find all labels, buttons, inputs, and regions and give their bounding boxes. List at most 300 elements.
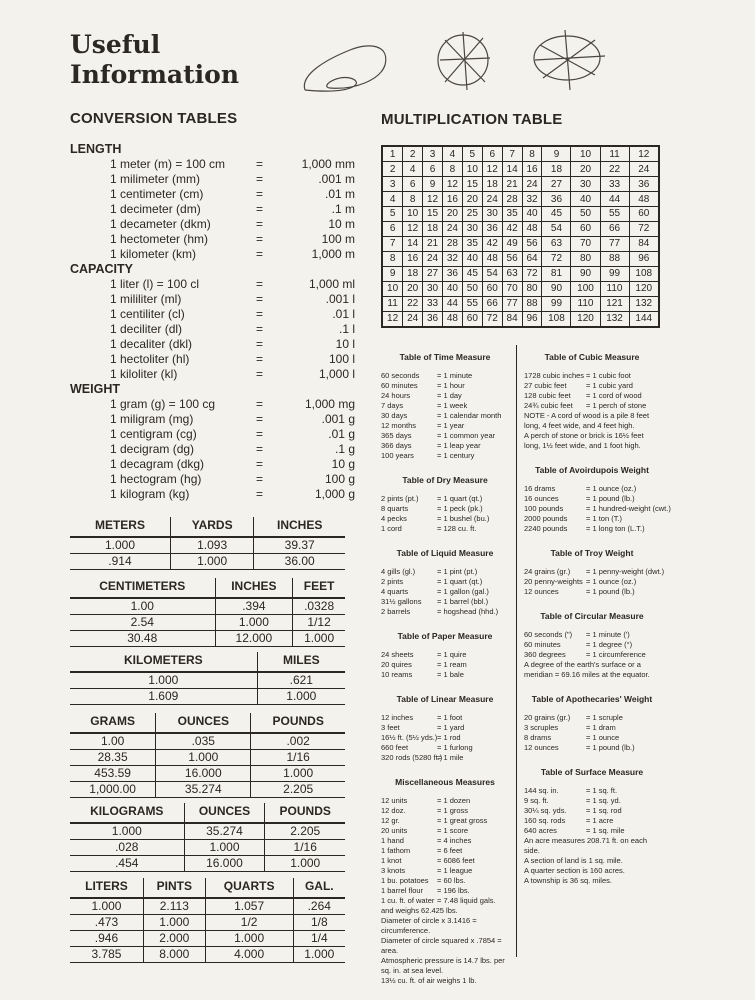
multiplication-cell: 27 <box>423 266 443 281</box>
measure-quantity: 31½ gallons <box>381 597 422 606</box>
multiplication-cell: 32 <box>522 192 542 207</box>
measure-quantity: 366 days <box>381 441 412 450</box>
column-header: GRAMS <box>70 713 156 733</box>
multiplication-cell: 5 <box>462 146 482 162</box>
unit-text: 1 kilogram (kg) <box>110 487 190 501</box>
measure-note: NOTE - A cord of wood is a pile 8 feet long, 4 feet wide, and 4 feet high. <box>524 411 650 430</box>
multiplication-cell: 30 <box>482 207 502 222</box>
column-header: LITERS <box>70 878 143 898</box>
multiplication-cell: 48 <box>482 251 502 266</box>
multiplication-cell: 2 <box>403 146 423 162</box>
multiplication-cell: 35 <box>502 207 522 222</box>
measure-equivalent: = 1 gross <box>437 806 469 815</box>
measure-quantity: 20 units <box>381 826 408 835</box>
measure-row <box>524 587 660 597</box>
table-row <box>70 898 345 915</box>
equals-sign: = <box>256 292 264 306</box>
measure-quantity: 12 ounces <box>524 587 559 596</box>
measure-row <box>381 796 509 806</box>
multiplication-cell: 60 <box>571 221 600 236</box>
table-row <box>70 598 345 615</box>
measure-row <box>381 514 509 524</box>
measure-quantity: 10 reams <box>381 670 413 679</box>
multiplication-cell: 84 <box>502 311 522 327</box>
measure-quantity: 60 minutes <box>381 381 418 390</box>
table-cell: 16.000 <box>156 766 251 782</box>
capacity-row <box>70 292 355 307</box>
measure-quantity: 4 pecks <box>381 514 407 523</box>
unit-value: .01 l <box>332 307 355 321</box>
measure-quantity: 20 penny-weights <box>524 577 583 586</box>
multiplication-cell: 21 <box>423 236 443 251</box>
measure-quantity: 16 drams <box>524 484 556 493</box>
multiplication-cell: 14 <box>502 162 522 177</box>
multiplication-cell: 120 <box>629 281 659 296</box>
multiplication-cell: 40 <box>571 192 600 207</box>
multiplication-cell: 36 <box>542 192 571 207</box>
multiplication-cell: 108 <box>542 311 571 327</box>
multiplication-cell: 120 <box>571 311 600 327</box>
multiplication-cell: 10 <box>382 281 403 296</box>
measure-quantity: 24 hours <box>381 391 411 400</box>
measure-equivalent: = 1 ounce (oz.) <box>586 577 637 586</box>
multiplication-cell: 6 <box>403 177 423 192</box>
multiplication-cell: 110 <box>600 281 629 296</box>
spacer <box>524 680 660 694</box>
table-cell: 35.274 <box>184 823 265 840</box>
table-header-row <box>70 878 345 898</box>
measure-note: Atmospheric pressure is 14.7 lbs. per sq. in. at sea level. <box>381 956 505 975</box>
multiplication-cell: 18 <box>423 221 443 236</box>
multiplication-cell: 20 <box>403 281 423 296</box>
measure-quantity: 100 pounds <box>524 504 564 513</box>
measure-row <box>381 441 509 451</box>
measure-row <box>381 753 509 763</box>
measure-equivalent: = 6086 feet <box>437 856 475 865</box>
measure-row <box>381 504 509 514</box>
column-header: OUNCES <box>184 803 265 823</box>
multiplication-cell: 28 <box>502 192 522 207</box>
table-cell: 30.48 <box>70 631 215 647</box>
spacer <box>524 451 660 465</box>
multiplication-cell: 24 <box>443 221 463 236</box>
unit-text: 1 milimeter (mm) <box>110 172 200 186</box>
unit-value: .001 g <box>321 412 355 426</box>
conversion-table-grid <box>70 878 345 963</box>
multiplication-cell: 30 <box>423 281 443 296</box>
multiplication-cell: 56 <box>522 236 542 251</box>
table-row <box>70 766 345 782</box>
page-title: Useful Information <box>70 30 240 89</box>
metric-conversion-lists <box>70 142 355 502</box>
multiplication-cell: 60 <box>462 311 482 327</box>
measure-row <box>524 640 660 650</box>
measure-quantity: 8 quarts <box>381 504 409 513</box>
table-row <box>70 537 345 554</box>
equals-sign: = <box>256 412 264 426</box>
multiplication-cell: 42 <box>482 236 502 251</box>
equals-sign: = <box>256 232 264 246</box>
unit-text: 1 hectometer (hm) <box>110 232 209 246</box>
unit-value: 1,000 mg <box>304 397 355 411</box>
table-cell: .035 <box>156 733 251 750</box>
table-row <box>382 146 659 162</box>
multiplication-cell: 36 <box>629 177 659 192</box>
table-cell: 1.000 <box>70 537 170 554</box>
measure-quantity: 1 fathom <box>381 846 411 855</box>
multiplication-cell: 4 <box>443 146 463 162</box>
table-row <box>70 631 345 647</box>
multiplication-cell: 84 <box>629 236 659 251</box>
measure-equivalent: = 1 minute (') <box>586 630 630 639</box>
measure-quantity: 7 days <box>381 401 404 410</box>
multiplication-cell: 6 <box>482 146 502 162</box>
table-cell: 8.000 <box>143 947 205 963</box>
column-header: POUNDS <box>251 713 345 733</box>
unit-value: .1 g <box>334 442 355 456</box>
unit-text: 1 gram (g) = 100 cg <box>110 397 216 411</box>
table-cell: 1.609 <box>70 689 257 705</box>
table-row <box>70 947 345 963</box>
measure-row <box>524 504 671 514</box>
table-cell: 1.000 <box>156 750 251 766</box>
measure-row <box>524 567 665 577</box>
measure-equivalent: = 1 cord of wood <box>586 391 642 400</box>
measure-row <box>381 836 509 846</box>
equals-sign: = <box>256 247 264 261</box>
length-row <box>70 247 355 262</box>
multiplication-cell: 24 <box>423 251 443 266</box>
unit-text: 1 centimeter (cm) <box>110 187 204 201</box>
multiplication-cell: 4 <box>403 162 423 177</box>
measure-row <box>524 371 660 381</box>
measure-note: A quarter section is 160 acres. <box>524 866 625 875</box>
conversion-table-grid <box>70 713 345 798</box>
multiplication-cell: 22 <box>600 162 629 177</box>
measure-equivalent: = 1 pound (lb.) <box>586 494 635 503</box>
measure-equivalent: = 1 ream <box>437 660 467 669</box>
unit-text: 1 liter (l) = 100 cl <box>110 277 200 291</box>
multiplication-cell: 48 <box>522 221 542 236</box>
measure-equivalent: = 1 leap year <box>437 441 481 450</box>
measure-equivalent: = 1 hour <box>437 381 465 390</box>
multiplication-cell: 8 <box>382 251 403 266</box>
measure-equivalent: = 1 circumference <box>586 650 646 659</box>
multiplication-cell: 3 <box>423 146 443 162</box>
multiplication-cell: 8 <box>443 162 463 177</box>
measure-row <box>381 650 509 660</box>
unit-value: 1,000 mm <box>301 157 355 171</box>
multiplication-cell: 12 <box>482 162 502 177</box>
measures-column-left <box>381 352 509 986</box>
measure-quantity: 30 days <box>381 411 408 420</box>
measure-equivalent: = 1 cubic foot <box>586 371 631 380</box>
measure-row <box>381 886 509 896</box>
conversion-table <box>70 803 345 872</box>
table-header-row <box>70 803 345 823</box>
multiplication-cell: 10 <box>571 146 600 162</box>
table-cell: 1.000 <box>170 554 253 570</box>
measure-title: Table of Time Measure <box>399 352 491 362</box>
unit-text: 1 hectoliter (hl) <box>110 352 190 366</box>
conversion-table-grid <box>70 517 345 570</box>
equals-sign: = <box>256 352 264 366</box>
multiplication-cell: 64 <box>522 251 542 266</box>
measure-equivalent: = 1 yard <box>437 723 465 732</box>
measure-quantity: 3 scruples <box>524 723 559 732</box>
multiplication-cell: 12 <box>382 311 403 327</box>
multiplication-cell: 14 <box>403 236 423 251</box>
measure-row <box>381 567 509 577</box>
capacity-row <box>70 352 355 367</box>
length-row <box>70 202 355 217</box>
spacer <box>381 534 509 548</box>
multiplication-cell: 60 <box>629 207 659 222</box>
table-cell: .394 <box>215 598 293 615</box>
measure-equivalent: = 1 bushel (bu.) <box>437 514 490 523</box>
unit-value: 100 g <box>324 472 355 486</box>
multiplication-cell: 88 <box>522 296 542 311</box>
measure-equivalent: = 1 perch of stone <box>586 401 647 410</box>
table-row <box>70 672 345 689</box>
table-row <box>382 221 659 236</box>
multiplication-cell: 5 <box>382 207 403 222</box>
unit-text: 1 meter (m) = 100 cm <box>110 157 226 171</box>
measure-quantity: 24 sheets <box>381 650 414 659</box>
table-cell: 28.35 <box>70 750 156 766</box>
spacer <box>381 617 509 631</box>
measure-row <box>381 713 509 723</box>
table-cell: 1.093 <box>170 537 253 554</box>
multiplication-cell: 44 <box>600 192 629 207</box>
measure-row <box>381 866 509 876</box>
multiplication-cell: 72 <box>542 251 571 266</box>
multiplication-cell: 20 <box>571 162 600 177</box>
measure-equivalent: = 1 sq. ft. <box>586 786 618 795</box>
multiplication-cell: 3 <box>382 177 403 192</box>
unit-text: 1 decigram (dg) <box>110 442 195 456</box>
table-row <box>70 856 345 872</box>
table-cell: .946 <box>70 931 143 947</box>
multiplication-cell: 22 <box>403 296 423 311</box>
table-cell: .028 <box>70 840 184 856</box>
multiplication-cell: 144 <box>629 311 659 327</box>
table-header-row <box>70 652 345 672</box>
measure-row <box>381 806 509 816</box>
multiplication-cell: 18 <box>542 162 571 177</box>
measure-quantity: 12 doz. <box>381 806 406 815</box>
measure-equivalent: = 1 bale <box>437 670 464 679</box>
table-cell: 2.000 <box>143 931 205 947</box>
measure-quantity: 1 bu. potatoes <box>381 876 429 885</box>
multiplication-cell: 121 <box>600 296 629 311</box>
table-cell: 1/4 <box>293 931 345 947</box>
measure-equivalent: = 1 century <box>437 451 475 460</box>
multiplication-cell: 132 <box>600 311 629 327</box>
table-cell: 1/16 <box>251 750 345 766</box>
unit-text: 1 decagram (dkg) <box>110 457 205 471</box>
measure-note: 13½ cu. ft. of air weighs 1 lb. <box>381 976 477 985</box>
measure-quantity: 8 drams <box>524 733 552 742</box>
column-divider <box>516 345 517 957</box>
weight-row <box>70 472 355 487</box>
table-cell: 1.000 <box>293 631 345 647</box>
table-row <box>382 251 659 266</box>
measure-equivalent: = 6 feet <box>437 846 463 855</box>
measure-row <box>381 896 509 906</box>
unit-text: 1 hectogram (hg) <box>110 472 202 486</box>
weight-row <box>70 442 355 457</box>
measure-quantity: 160 sq. rods <box>524 816 566 825</box>
multiplication-cell: 33 <box>600 177 629 192</box>
measure-row <box>381 670 509 680</box>
table-cell: 1.000 <box>215 615 293 631</box>
multiplication-cell: 35 <box>462 236 482 251</box>
measure-row <box>381 391 509 401</box>
measure-note: An acre measures 208.71 ft. on each side. <box>524 836 647 855</box>
unit-value: 1,000 l <box>318 367 355 381</box>
table-row <box>382 177 659 192</box>
multiplication-cell: 4 <box>382 192 403 207</box>
length-label: LENGTH <box>70 142 122 156</box>
multiplication-cell: 66 <box>482 296 502 311</box>
unit-value: 1,000 g <box>314 487 355 501</box>
table-cell: 1.000 <box>257 689 345 705</box>
measure-equivalent: = 1 quart (qt.) <box>437 494 483 503</box>
unit-value: .001 l <box>325 292 355 306</box>
conversion-table <box>70 713 345 798</box>
column-header: FEET <box>293 578 345 598</box>
multiplication-cell: 2 <box>382 162 403 177</box>
measure-title: Miscellaneous Measures <box>395 777 495 787</box>
column-header: GAL. <box>293 878 345 898</box>
measure-note: A perch of stone or brick is 16½ feet long, 1½ feet wide, and 1 foot high. <box>524 431 644 450</box>
table-row <box>70 689 345 705</box>
table-cell: 1.000 <box>293 947 345 963</box>
measure-equivalent: = 1 minute <box>437 371 473 380</box>
measure-equivalent: = 1 score <box>437 826 469 835</box>
measure-equivalent: = 1 great gross <box>437 816 488 825</box>
measure-quantity: 1 cu. ft. of water <box>381 896 435 905</box>
measure-quantity: 27 cubic feet <box>524 381 567 390</box>
measure-quantity: 16 ounces <box>524 494 559 503</box>
measure-equivalent: = 60 lbs. <box>437 876 466 885</box>
measure-row <box>524 391 660 401</box>
table-cell: 1.000 <box>205 931 293 947</box>
measure-row <box>381 401 509 411</box>
multiplication-cell: 33 <box>423 296 443 311</box>
measure-quantity: 60 minutes <box>524 640 561 649</box>
unit-value: 10 l <box>335 337 355 351</box>
table-cell: 3.785 <box>70 947 143 963</box>
table-row <box>70 840 345 856</box>
multiplication-cell: 54 <box>482 266 502 281</box>
measure-quantity: 660 feet <box>381 743 409 752</box>
measure-equivalent: = 1 week <box>437 401 468 410</box>
multiplication-cell: 9 <box>423 177 443 192</box>
measure-row <box>381 826 509 836</box>
multiplication-cell: 24 <box>522 177 542 192</box>
multiplication-cell: 54 <box>542 221 571 236</box>
spacer <box>381 680 509 694</box>
measure-quantity: 3 knots <box>381 866 406 875</box>
multiplication-cell: 110 <box>571 296 600 311</box>
measure-equivalent: = hogshead (hhd.) <box>437 607 499 616</box>
multiplication-cell: 132 <box>629 296 659 311</box>
multiplication-cell: 90 <box>571 266 600 281</box>
table-cell: .264 <box>293 898 345 915</box>
unit-value: 1,000 ml <box>308 277 355 291</box>
measure-equivalent: = 1 year <box>437 421 465 430</box>
unit-text: 1 kilometer (km) <box>110 247 197 261</box>
conversion-table <box>70 878 345 963</box>
measure-quantity: 24¾ cubic feet <box>524 401 573 410</box>
measure-row <box>381 816 509 826</box>
spacer <box>524 597 660 611</box>
measure-title: Table of Paper Measure <box>397 631 493 641</box>
table-cell: 39.37 <box>254 537 345 554</box>
multiplication-cell: 72 <box>629 221 659 236</box>
table-cell: 1/8 <box>293 915 345 931</box>
table-cell: 1.000 <box>251 766 345 782</box>
column-header: KILOMETERS <box>70 652 257 672</box>
table-cell: .473 <box>70 915 143 931</box>
measure-title: Table of Liquid Measure <box>396 548 494 558</box>
multiplication-cell: 80 <box>522 281 542 296</box>
measure-quantity: 2 pints <box>381 577 404 586</box>
multiplication-cell: 6 <box>423 162 443 177</box>
measure-equivalent: = 1 dram <box>586 723 616 732</box>
measure-row <box>381 733 509 743</box>
multiplication-cell: 55 <box>600 207 629 222</box>
table-cell: 16.000 <box>184 856 265 872</box>
capacity-row <box>70 322 355 337</box>
multiplication-cell: 15 <box>462 177 482 192</box>
multiplication-cell: 44 <box>443 296 463 311</box>
measure-row <box>381 524 509 534</box>
equals-sign: = <box>256 427 264 441</box>
multiplication-cell: 21 <box>502 177 522 192</box>
equals-sign: = <box>256 217 264 231</box>
column-header: INCHES <box>215 578 293 598</box>
measure-title: Table of Avoirdupois Weight <box>535 465 649 475</box>
measure-row <box>524 524 660 534</box>
measure-equivalent: = 1 barrel (bbl.) <box>437 597 489 606</box>
conversion-table <box>70 517 345 570</box>
measure-equivalent: = 1 pound (lb.) <box>586 743 635 752</box>
measure-equivalent: = 128 cu. ft. <box>437 524 477 533</box>
measure-quantity: 1 hand <box>381 836 404 845</box>
measure-quantity: 12 units <box>381 796 408 805</box>
table-header-row <box>70 517 345 537</box>
measure-equivalent: = 1 ounce <box>586 733 620 742</box>
column-header: PINTS <box>143 878 205 898</box>
measure-row <box>381 494 509 504</box>
multiplication-cell: 24 <box>482 192 502 207</box>
measure-quantity: 1728 cubic inches <box>524 371 585 380</box>
measure-quantity: 100 years <box>381 451 414 460</box>
measure-equivalent: = 196 lbs. <box>437 886 470 895</box>
measure-quantity: 30¼ sq. yds. <box>524 806 567 815</box>
table-cell: .914 <box>70 554 170 570</box>
unit-text: 1 mililiter (ml) <box>110 292 182 306</box>
multiplication-cell: 24 <box>403 311 423 327</box>
equals-sign: = <box>256 397 264 411</box>
measure-row <box>381 411 509 421</box>
equals-sign: = <box>256 202 264 216</box>
multiplication-cell: 25 <box>462 207 482 222</box>
measure-equivalent: = 1 hundred-weight (cwt.) <box>586 504 671 513</box>
